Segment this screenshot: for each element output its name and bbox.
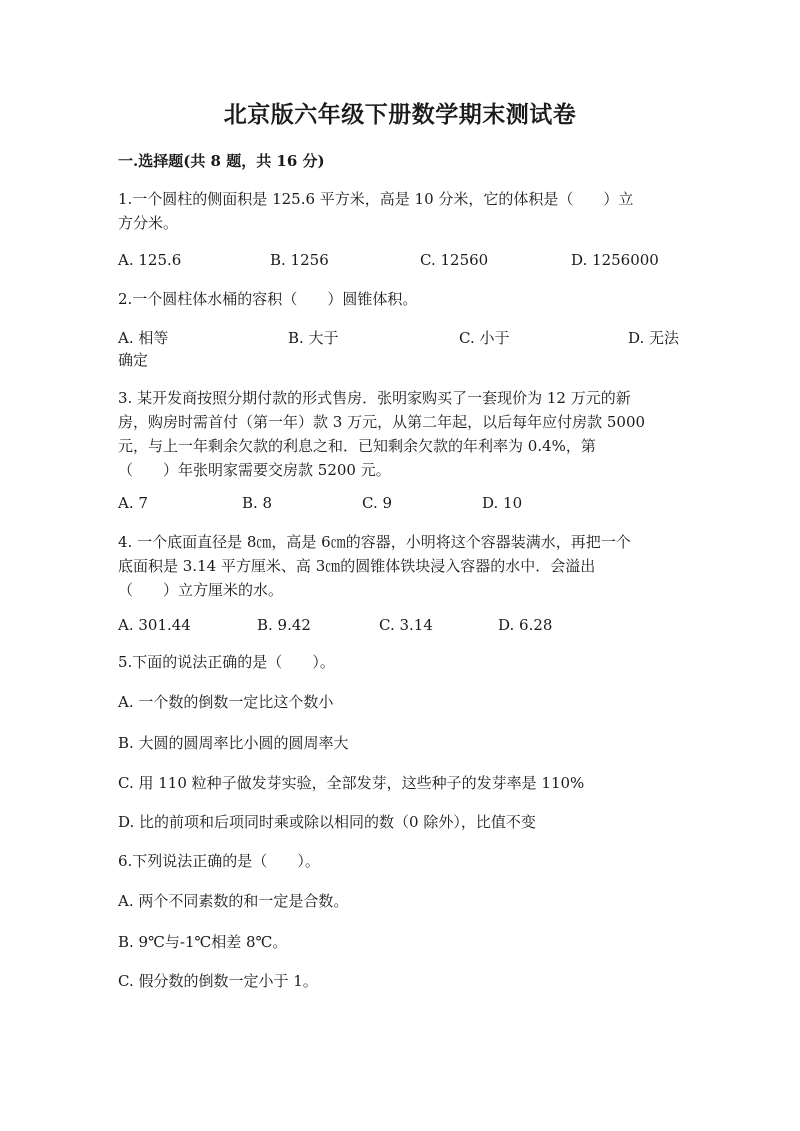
question-4-line-3: （ ）立方厘米的水。 [118, 581, 284, 599]
question-3-line-1: 3. 某开发商按照分期付款的形式售房．张明家购买了一套现价为 12 万元的新 [118, 389, 631, 407]
question-2-option-c[interactable]: C. 小于 [459, 329, 510, 347]
question-1-options [118, 248, 698, 272]
question-2-option-a[interactable]: A. 相等 [118, 329, 169, 347]
question-4-option-a[interactable]: A. 301.44 [118, 616, 191, 634]
question-2-option-d[interactable]: D. 无法 [628, 329, 680, 347]
question-5-option-a[interactable]: A. 一个数的倒数一定比这个数小 [118, 693, 334, 711]
page-title: 北京版六年级下册数学期末测试卷 [223, 101, 577, 128]
question-1-line-2: 方分米。 [118, 214, 179, 232]
question-1-option-c[interactable]: C. 12560 [420, 251, 489, 269]
question-5-option-d[interactable]: D. 比的前项和后项同时乘或除以相同的数（0 除外），比值不变 [118, 813, 536, 831]
question-3-option-d[interactable]: D. 10 [482, 494, 523, 512]
question-3-line-2: 房，购房时需首付（第一年）款 3 万元，从第二年起，以后每年应付房款 5000 [118, 413, 646, 431]
question-1-option-b[interactable]: B. 1256 [270, 251, 329, 269]
question-5-option-c[interactable]: C. 用 110 粒种子做发芽实验，全部发芽，这些种子的发芽率是 110% [118, 774, 585, 792]
question-3-option-b[interactable]: B. 8 [242, 494, 273, 512]
question-3-line-4: （ ）年张明家需要交房款 5200 元。 [118, 461, 391, 479]
question-2-line-1: 2.一个圆柱体水桶的容积（ ）圆锥体积。 [118, 290, 418, 308]
question-3-options [118, 491, 698, 515]
section-heading: 一.选择题(共 8 题，共 16 分) [118, 152, 325, 170]
question-4-line-1: 4. 一个底面直径是 8㎝，高是 6㎝的容器，小明将这个容器装满水，再把一个 [118, 533, 631, 551]
question-3-option-c[interactable]: C. 9 [362, 494, 393, 512]
question-2-option-d-wrap: 确定 [118, 351, 149, 369]
question-1-line-1: 1.一个圆柱的侧面积是 125.6 平方米，高是 10 分米，它的体积是（ ）立 [118, 190, 634, 208]
question-4-options [118, 613, 698, 637]
question-3-line-3: 元，与上一年剩余欠款的利息之和．已知剩余欠款的年利率为 0.4%，第 [118, 437, 596, 455]
question-1-option-d[interactable]: D. 1256000 [571, 251, 659, 269]
question-2-option-b[interactable]: B. 大于 [288, 329, 339, 347]
question-2-options [118, 326, 698, 350]
question-1-option-a[interactable]: A. 125.6 [118, 251, 182, 269]
question-5-option-b[interactable]: B. 大圆的圆周率比小圆的圆周率大 [118, 734, 349, 752]
question-4-option-c[interactable]: C. 3.14 [379, 616, 433, 634]
question-6-option-b[interactable]: B. 9℃与-1℃相差 8℃。 [118, 933, 288, 951]
question-6-option-c[interactable]: C. 假分数的倒数一定小于 1。 [118, 972, 318, 990]
question-6-line-1: 6.下列说法正确的是（ ）。 [118, 852, 320, 870]
question-4-line-2: 底面积是 3.14 平方厘米、高 3㎝的圆锥体铁块浸入容器的水中．会溢出 [118, 557, 596, 575]
question-5-line-1: 5.下面的说法正确的是（ ）。 [118, 653, 335, 671]
question-3-option-a[interactable]: A. 7 [118, 494, 148, 512]
question-4-option-d[interactable]: D. 6.28 [498, 616, 553, 634]
question-6-option-a[interactable]: A. 两个不同素数的和一定是合数。 [118, 892, 349, 910]
question-4-option-b[interactable]: B. 9.42 [257, 616, 311, 634]
